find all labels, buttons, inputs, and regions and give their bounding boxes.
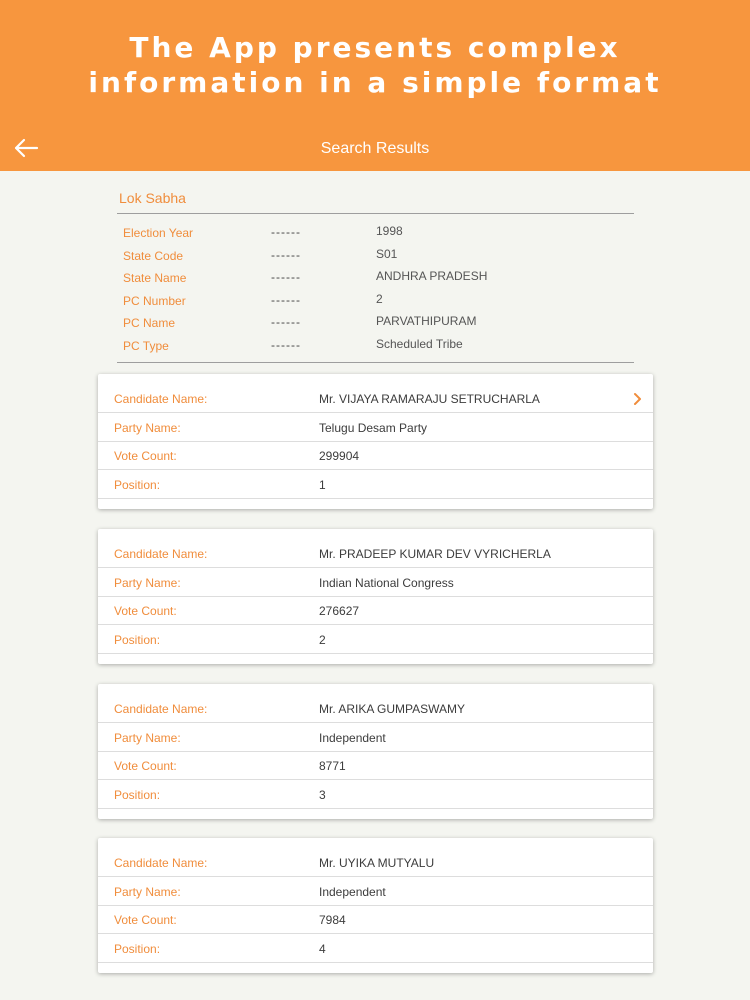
vote-count-label: Vote Count: xyxy=(114,759,177,773)
position-label: Position: xyxy=(114,477,161,492)
summary-separator: ------ xyxy=(271,270,301,284)
summary-row xyxy=(0,292,750,312)
summary-row xyxy=(0,337,750,357)
summary-label: PC Number xyxy=(123,294,186,308)
position-row xyxy=(98,625,653,654)
candidate-name-value: Mr. VIJAYA RAMARAJU SETRUCHARLA xyxy=(319,392,540,406)
position-value: 2 xyxy=(319,632,326,647)
vote-count-label: Vote Count: xyxy=(114,913,177,927)
summary-row xyxy=(0,247,750,267)
summary-divider xyxy=(117,362,634,363)
position-label: Position: xyxy=(114,787,161,802)
party-name-row xyxy=(98,877,653,906)
vote-count-row xyxy=(98,751,653,780)
party-name-value: Independent xyxy=(319,884,386,899)
summary-value: 2 xyxy=(376,292,383,306)
vote-count-label: Vote Count: xyxy=(114,449,177,463)
position-value: 3 xyxy=(319,787,326,802)
summary-row xyxy=(0,269,750,289)
party-name-value: Telugu Desam Party xyxy=(319,420,428,435)
summary-separator: ------ xyxy=(271,338,301,352)
candidate-card[interactable] xyxy=(98,529,653,664)
party-name-row xyxy=(98,723,653,752)
position-value: 4 xyxy=(319,941,326,956)
promo-headline xyxy=(0,30,750,100)
position-row xyxy=(98,780,653,809)
summary-separator: ------ xyxy=(271,315,301,329)
candidate-name-row xyxy=(98,848,653,877)
vote-count-value: 299904 xyxy=(319,449,360,463)
promo-line-1: The App presents complex xyxy=(129,31,621,64)
page-title: Search Results xyxy=(320,140,430,157)
candidate-name-label: Candidate Name: xyxy=(114,702,208,716)
back-button[interactable] xyxy=(8,134,44,162)
summary-row xyxy=(0,224,750,244)
summary-value: S01 xyxy=(376,247,398,261)
position-value: 1 xyxy=(319,477,326,492)
position-label: Position: xyxy=(114,632,161,647)
party-name-value: Indian National Congress xyxy=(319,575,454,590)
vote-count-row xyxy=(98,905,653,934)
section-title: Lok Sabha xyxy=(119,190,186,206)
party-name-label: Party Name: xyxy=(114,575,181,590)
party-name-label: Party Name: xyxy=(114,420,181,435)
candidate-card[interactable] xyxy=(98,838,653,973)
arrow-left-icon xyxy=(13,138,39,158)
summary-row xyxy=(0,314,750,334)
summary-label: PC Name xyxy=(123,316,176,330)
summary-value: PARVATHIPURAM xyxy=(376,314,477,328)
position-label: Position: xyxy=(114,941,161,956)
chevron-right-icon[interactable] xyxy=(630,390,644,408)
summary-separator: ------ xyxy=(271,293,301,307)
party-name-label: Party Name: xyxy=(114,730,181,745)
candidate-name-label: Candidate Name: xyxy=(114,547,208,561)
party-name-row xyxy=(98,413,653,442)
candidate-card[interactable] xyxy=(98,374,653,509)
summary-label: Election Year xyxy=(123,226,194,240)
candidate-name-row xyxy=(98,384,653,413)
candidate-name-label: Candidate Name: xyxy=(114,392,208,406)
candidate-name-value: Mr. PRADEEP KUMAR DEV VYRICHERLA xyxy=(319,547,551,561)
vote-count-row xyxy=(98,596,653,625)
vote-count-value: 8771 xyxy=(319,759,346,773)
party-name-row xyxy=(98,568,653,597)
candidate-name-row xyxy=(98,539,653,568)
app-bar xyxy=(0,126,750,171)
vote-count-label: Vote Count: xyxy=(114,604,177,618)
summary-separator: ------ xyxy=(271,225,301,239)
candidate-name-label: Candidate Name: xyxy=(114,856,208,870)
summary-label: State Code xyxy=(123,249,184,263)
position-row xyxy=(98,934,653,963)
candidate-name-value: Mr. ARIKA GUMPASWAMY xyxy=(319,702,466,716)
candidate-card[interactable] xyxy=(98,684,653,819)
vote-count-value: 7984 xyxy=(319,913,346,927)
promo-line-2: information in a simple format xyxy=(88,66,662,99)
summary-label: PC Type xyxy=(123,339,169,353)
position-row xyxy=(98,470,653,499)
summary-value: Scheduled Tribe xyxy=(376,337,463,351)
promo-banner xyxy=(0,0,750,126)
party-name-label: Party Name: xyxy=(114,884,181,899)
candidate-name-value: Mr. UYIKA MUTYALU xyxy=(319,856,435,870)
summary-value: ANDHRA PRADESH xyxy=(376,269,488,283)
vote-count-row xyxy=(98,441,653,470)
vote-count-value: 276627 xyxy=(319,604,360,618)
section-divider xyxy=(117,213,634,214)
summary-separator: ------ xyxy=(271,248,301,262)
party-name-value: Independent xyxy=(319,730,386,745)
summary-label: State Name xyxy=(123,271,187,285)
summary-value: 1998 xyxy=(376,224,403,238)
candidate-name-row xyxy=(98,694,653,723)
